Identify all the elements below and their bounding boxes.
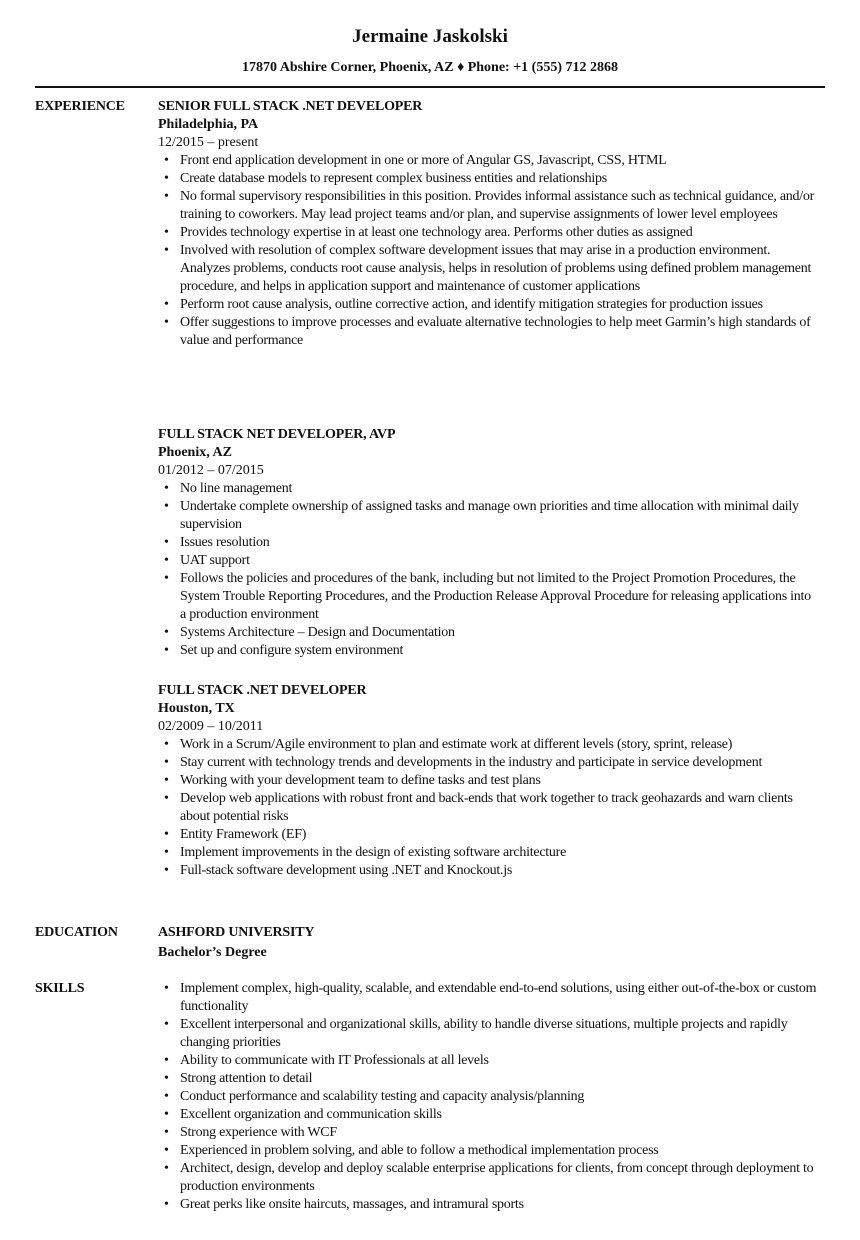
list-item: • Great perks like onsite haircuts, massages, and intramural sports <box>158 1196 818 1214</box>
degree: Bachelor’s Degree <box>158 945 267 960</box>
list-item: • Implement complex, high-quality, scalable, and extendable end-to-end solutions, using either out-of-the-box or custom functionality <box>158 980 818 1016</box>
list-item: • Experienced in problem solving, and able to follow a methodical implementation process <box>158 1142 818 1160</box>
list-item: • Ability to communicate with IT Professionals at all levels <box>158 1052 818 1070</box>
job-dates: 12/2015 – present <box>158 135 259 150</box>
list-item: • Set up and configure system environment <box>158 642 818 660</box>
job-location: Philadelphia, PA <box>158 117 259 132</box>
list-item: • Systems Architecture – Design and Documentation <box>158 624 818 642</box>
job-title: FULL STACK NET DEVELOPER, AVP <box>158 427 396 442</box>
job-title: FULL STACK .NET DEVELOPER <box>158 683 367 698</box>
header-divider <box>35 86 825 88</box>
list-item: • Excellent interpersonal and organizational skills, ability to handle diverse situations, multiple projects and rapidly changing priorities <box>158 1016 818 1052</box>
list-item: • Front end application development in one or more of Angular GS, Javascript, CSS, HTML <box>158 152 818 170</box>
list-item: • Stay current with technology trends and developments in the industry and participate in service development <box>158 754 818 772</box>
list-item: • Implement improvements in the design of existing software architecture <box>158 844 818 862</box>
list-item: • Offer suggestions to improve processes and evaluate alternative technologies to help meet Garmin’s high standards of value and performance <box>158 314 818 350</box>
job-bullets <box>158 736 818 880</box>
list-item: • No formal supervisory responsibilities in this position. Provides informal assistance such as technical guidance, and/or training to coworkers. May lead project teams and/or plan, and supervise assignments of lower level employees <box>158 188 818 224</box>
list-item: • Issues resolution <box>158 534 818 552</box>
list-item: • Full-stack software development using .NET and Knockout.js <box>158 862 818 880</box>
list-item: • Strong experience with WCF <box>158 1124 818 1142</box>
job-dates: 01/2012 – 07/2015 <box>158 463 264 478</box>
job-dates: 02/2009 – 10/2011 <box>158 719 264 734</box>
list-item: • UAT support <box>158 552 818 570</box>
skills-list <box>158 980 818 1214</box>
job-location: Houston, TX <box>158 701 235 716</box>
list-item: • Work in a Scrum/Agile environment to plan and estimate work at different levels (story, sprint, release) <box>158 736 818 754</box>
section-label-skills: SKILLS <box>35 981 85 996</box>
section-label-education: EDUCATION <box>35 925 118 940</box>
skills-section <box>158 980 818 1214</box>
job-bullets <box>158 480 818 660</box>
education-entry <box>158 924 818 962</box>
list-item: • Create database models to represent complex business entities and relationships <box>158 170 818 188</box>
job-location: Phoenix, AZ <box>158 445 232 460</box>
list-item: • Follows the policies and procedures of the bank, including but not limited to the Project Promotion Procedures, the System Trouble Reporting Procedures, and the Production Release Approval Procedure for releasing applications into a production environment <box>158 570 818 624</box>
list-item: • No line management <box>158 480 818 498</box>
job-bullets <box>158 152 818 350</box>
list-item: • Involved with resolution of complex software development issues that may arise in a production environment. Analyzes problems, conducts root cause analysis, helps in resolution of problems using defined problem management procedure, and helps in application support and maintenance of customer applications <box>158 242 818 296</box>
candidate-name: Jermaine Jaskolski <box>352 26 508 47</box>
list-item: • Perform root cause analysis, outline corrective action, and identify mitigation strategies for production issues <box>158 296 818 314</box>
list-item: • Entity Framework (EF) <box>158 826 818 844</box>
job-title: SENIOR FULL STACK .NET DEVELOPER <box>158 99 423 114</box>
list-item: • Strong attention to detail <box>158 1070 818 1088</box>
list-item: • Architect, design, develop and deploy scalable enterprise applications for clients, from concept through deployment to production environments <box>158 1160 818 1196</box>
job-entry <box>158 426 818 660</box>
list-item: • Conduct performance and scalability testing and capacity analysis/planning <box>158 1088 818 1106</box>
job-entry <box>158 682 818 880</box>
contact-line: 17870 Abshire Corner, Phoenix, AZ ♦ Phone: +1 (555) 712 2868 <box>241 60 619 75</box>
list-item: • Develop web applications with robust front and back-ends that work together to track geohazards and warn clients about potential risks <box>158 790 818 826</box>
list-item: • Excellent organization and communication skills <box>158 1106 818 1124</box>
list-item: • Undertake complete ownership of assigned tasks and manage own priorities and time allocation with minimal daily supervision <box>158 498 818 534</box>
list-item: • Working with your development team to define tasks and test plans <box>158 772 818 790</box>
list-item: • Provides technology expertise in at least one technology area. Performs other duties as assigned <box>158 224 818 242</box>
job-entry <box>158 98 818 350</box>
section-label-experience: EXPERIENCE <box>35 99 125 114</box>
school-name: ASHFORD UNIVERSITY <box>158 925 315 940</box>
